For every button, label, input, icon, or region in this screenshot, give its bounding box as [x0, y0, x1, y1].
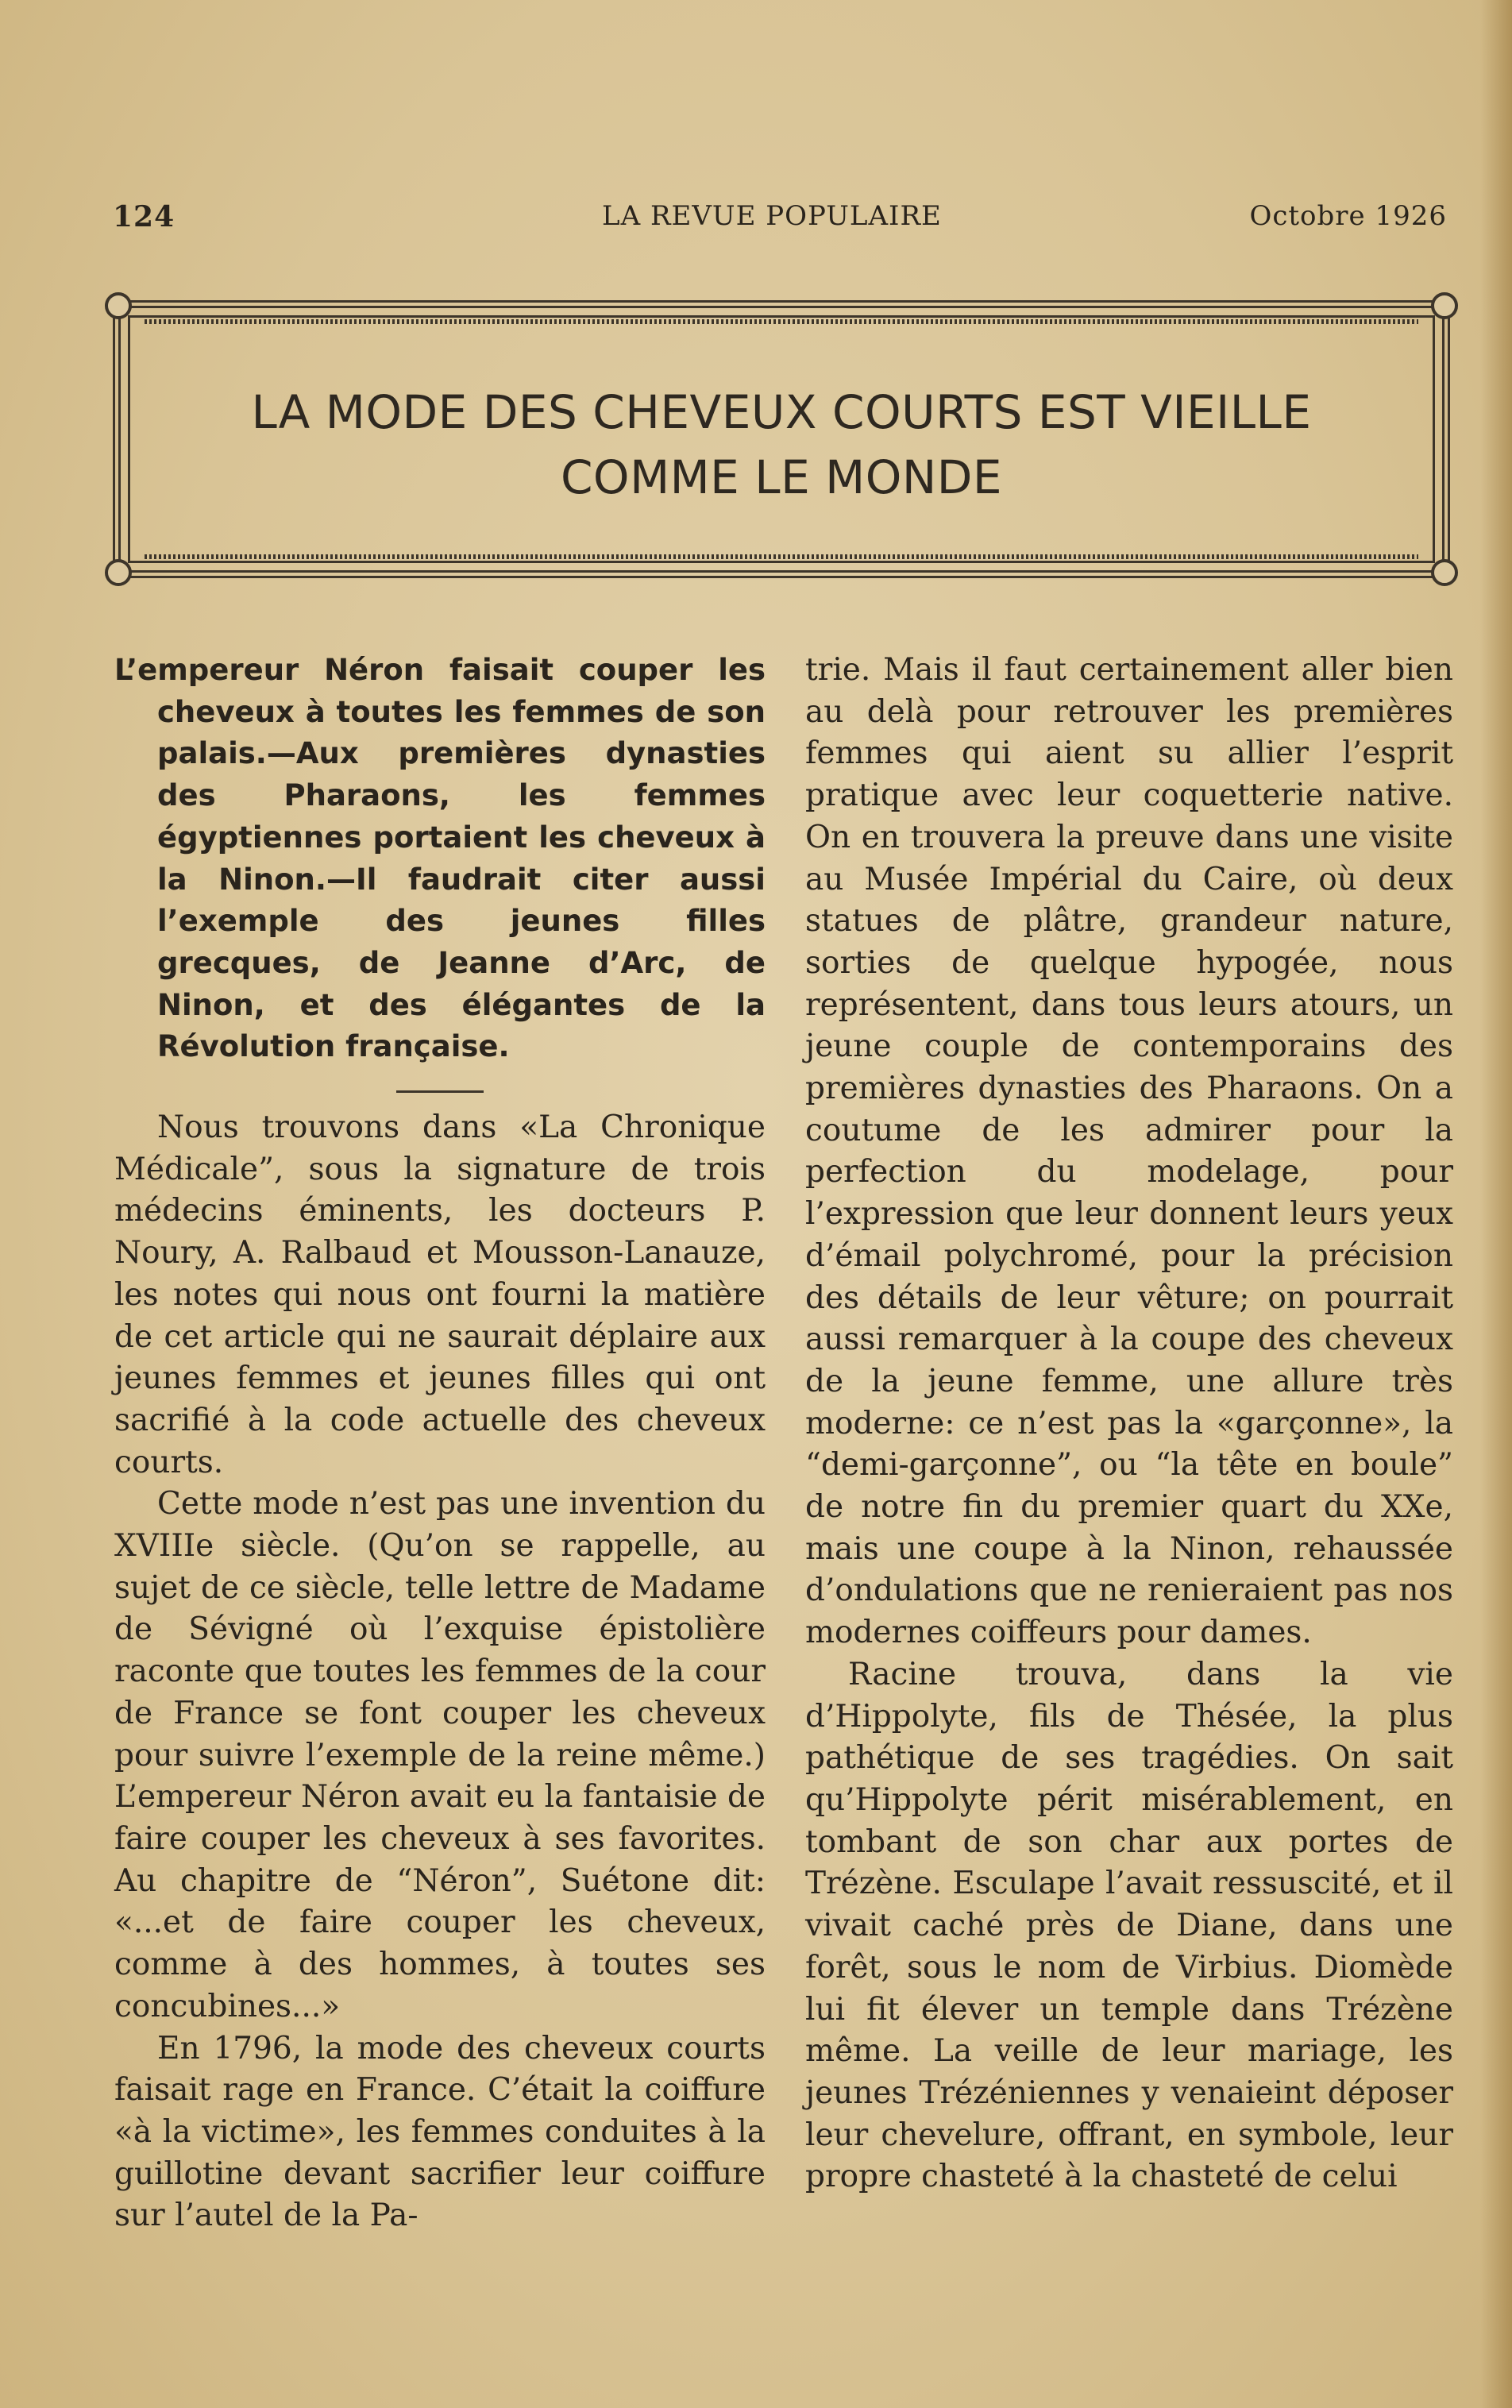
article-lede: L’empereur Néron faisait couper les cheveux à toutes les femmes de son palais.—Aux premières dynasties des Pharaons, les femmes égyptiennes portaient les cheveux à la Ninon.—Il faudrait citer aussi l’exemple des jeunes filles grecques, de Jeanne d’Arc, de Ninon, et des élégantes de la Révolution française.	[114, 653, 766, 1064]
column-left	[114, 650, 766, 2237]
paragraph: trie. Mais il faut certainement aller bien au delà pour retrouver les premières femmes qui aient su allier l’esprit pratique avec leur coquetterie native. On en trouvera la preuve dans une visite au Musée Impérial du Caire, où deux statues de plâtre, grandeur nature, sorties de quelque hypogée, nous représentent, dans tous leurs atours, un jeune couple de contemporains des premières dynasties des Pharaons. On a coutume de les admirer pour la perfection du modelage, pour l’expression que leur donnent leurs yeux d’émail polychromé, pour la précision des détails de leur vêture; on pourrait aussi remarquer à la coupe des cheveux de la jeune femme, une allure très moderne: ce n’est pas la «garçonne», la “demi-garçonne”, ou “la tête en boule” de notre fin du premier quart du XXe, mais une coupe à la Ninon, rehaussée d’ondulations que ne renieraient pas nos modernes coiffeurs pour dames.	[805, 652, 1453, 1651]
issue-date: Octobre 1926	[1249, 200, 1447, 232]
frame-corner-ornament	[1431, 292, 1458, 319]
frame-rule-bottom	[145, 554, 1418, 559]
journal-name: LA REVUE POPULAIRE	[602, 200, 942, 232]
article-title: LA MODE DES CHEVEUX COURTS EST VIEILLE COMME LE MONDE	[251, 385, 1312, 504]
separator-rule	[396, 1090, 484, 1093]
running-header	[113, 200, 1447, 240]
frame-corner-ornament	[105, 559, 132, 586]
frame-corner-ornament	[1431, 559, 1458, 586]
paragraph: En 1796, la mode des cheveux courts faisait rage en France. C’était la coiffure «à la victime», les femmes conduites à la guillotine devant sacrifier leur coiffure sur l’autel de la Pa-	[114, 2030, 766, 2234]
title-frame	[113, 300, 1450, 578]
frame-corner-ornament	[105, 292, 132, 319]
paragraph: Nous trouvons dans «La Chronique Médicale”, sous la signature de trois médecins éminents, les docteurs P. Noury, A. Ralbaud et Mousson-Lanauze, les notes qui nous ont fourni la matière de cet article qui ne saurait déplaire aux jeunes femmes et jeunes filles qui ont sacrifié à la code actuelle des cheveux courts.	[114, 1109, 766, 1480]
page-number: 124	[113, 200, 176, 233]
paragraph: Cette mode n’est pas une invention du XVIIIe siècle. (Qu’on se rappelle, au sujet de ce siècle, telle lettre de Madame de Sévigné où l’exquise épistolière raconte que toutes les femmes de la cour de France se font couper les cheveux pour suivre l’exemple de la reine même.) L’empereur Néron avait eu la fantaisie de faire couper les cheveux à ses favorites. Au chapitre de “Néron”, Suétone dit: «...et de faire couper les cheveux, comme à des hommes, à toutes ses concubines...»	[114, 1486, 766, 2024]
frame-rule-top	[145, 319, 1418, 324]
page-edge-shadow	[1480, 0, 1512, 2408]
column-right	[805, 650, 1453, 2198]
paragraph: Racine trouva, dans la vie d’Hippolyte, fils de Thésée, la plus pathétique de ses tragédies. On sait qu’Hippolyte périt misérablement, en tombant de son char aux portes de Trézène. Esculape l’avait ressuscité, et il vivait caché près de Diane, dans une forêt, sous le nom de Virbius. Diomède lui fit élever un temple dans Trézène même. La veille de leur mariage, les jeunes Trézéniennes y venaieint déposer leur chevelure, offrant, en symbole, leur propre chasteté à la chasteté de celui	[805, 1656, 1453, 2195]
